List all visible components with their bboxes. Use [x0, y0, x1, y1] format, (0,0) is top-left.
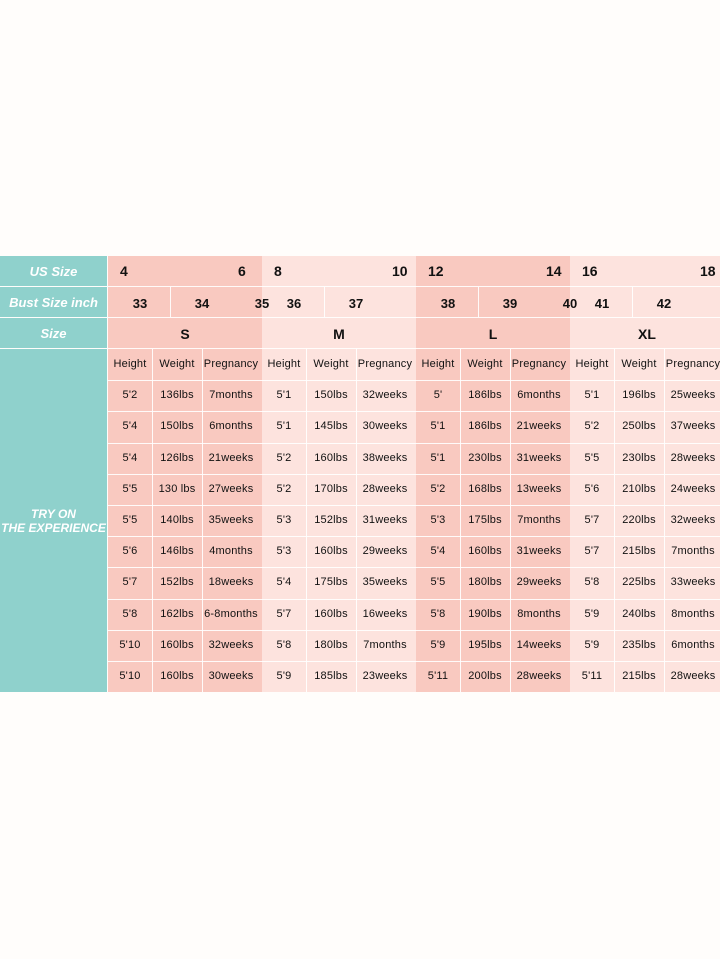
bust-size-value: 38	[440, 296, 456, 311]
table-cell: 160lbs	[160, 670, 194, 682]
table-cell: 130 lbs	[158, 482, 196, 495]
table-cell: 5'3	[430, 514, 446, 526]
table-cell: 5'7	[276, 607, 292, 620]
table-cell: 5'11	[427, 670, 449, 682]
table-cell: 32weeks	[362, 389, 408, 402]
table-cell: 5'2	[276, 451, 292, 464]
table-cell: 5'2	[584, 420, 600, 433]
table-cell: 5'1	[276, 420, 292, 433]
table-cell: 146lbs	[160, 545, 194, 558]
table-cell: 186lbs	[468, 420, 502, 433]
row-divider	[108, 380, 720, 381]
table-cell: 7months	[517, 514, 561, 526]
table-cell: 6-8months	[204, 607, 258, 620]
table-cell: 5'8	[276, 638, 292, 651]
column-header-weight: Weight	[313, 358, 349, 370]
try-on-line-2: THE EXPERIENCE	[1, 520, 106, 535]
table-cell: 5'4	[276, 576, 292, 589]
us-size-high: 18	[700, 263, 716, 279]
table-cell: 160lbs	[468, 545, 502, 558]
table-cell: 32weeks	[670, 514, 716, 526]
try-on-label	[0, 349, 107, 692]
table-cell: 175lbs	[468, 514, 502, 526]
row-divider	[108, 630, 720, 631]
table-cell: 210lbs	[622, 482, 656, 495]
us-size-high: 14	[546, 263, 562, 279]
us-size-high: 6	[238, 263, 246, 279]
size-name: XL	[638, 326, 656, 342]
column-divider	[202, 349, 203, 692]
size-chart	[0, 256, 720, 692]
us-size-low: 8	[274, 263, 282, 279]
row-divider	[108, 286, 720, 287]
table-cell: 31weeks	[516, 545, 562, 558]
bust-size-value: 42	[656, 296, 672, 311]
table-cell: 5'11	[581, 670, 603, 682]
table-cell: 240lbs	[622, 607, 656, 620]
column-header-pregnancy: Pregnancy	[511, 358, 567, 370]
row-divider	[108, 411, 720, 412]
column-header-height: Height	[267, 358, 301, 370]
column-divider	[614, 349, 615, 692]
table-cell: 5'4	[122, 420, 138, 433]
table-cell: 27weeks	[208, 482, 254, 495]
table-cell: 31weeks	[362, 514, 408, 526]
bust-divider	[324, 287, 325, 317]
bust-size-value: 41	[594, 296, 610, 311]
table-cell: 5'2	[122, 389, 138, 402]
table-cell: 5'3	[276, 514, 292, 526]
table-cell: 18weeks	[208, 576, 254, 589]
table-cell: 7months	[363, 638, 407, 651]
table-cell: 160lbs	[314, 451, 348, 464]
table-cell: 5'6	[122, 545, 138, 558]
table-cell: 180lbs	[314, 638, 348, 651]
size-name: M	[333, 326, 345, 342]
table-cell: 160lbs	[160, 638, 194, 651]
table-cell: 7months	[671, 545, 715, 558]
table-cell: 230lbs	[622, 451, 656, 464]
row-divider	[108, 505, 720, 506]
table-cell: 37weeks	[670, 420, 716, 433]
table-cell: 162lbs	[160, 607, 194, 620]
table-cell: 24weeks	[670, 482, 716, 495]
table-cell: 5'1	[584, 389, 600, 402]
table-cell: 25weeks	[670, 389, 716, 402]
row-divider	[108, 317, 720, 318]
row-divider	[108, 661, 720, 662]
table-cell: 5'2	[430, 482, 446, 495]
table-cell: 16weeks	[362, 607, 408, 620]
row-divider	[108, 474, 720, 475]
table-cell: 6months	[209, 420, 253, 433]
column-header-height: Height	[421, 358, 455, 370]
table-cell: 145lbs	[314, 420, 348, 433]
bust-divider	[478, 287, 479, 317]
table-cell: 28weeks	[362, 482, 408, 495]
table-cell: 196lbs	[622, 389, 656, 402]
table-cell: 186lbs	[468, 389, 502, 402]
column-header-weight: Weight	[467, 358, 503, 370]
table-cell: 5'5	[430, 576, 446, 589]
bust-size-value: 35	[254, 296, 270, 311]
table-cell: 29weeks	[516, 576, 562, 589]
bust-size-value: 40	[562, 296, 578, 311]
column-divider	[664, 349, 665, 692]
bust-divider	[170, 287, 171, 317]
table-cell: 5'9	[584, 638, 600, 651]
us-size-high: 10	[392, 263, 408, 279]
table-cell: 5'5	[122, 514, 138, 526]
column-header-height: Height	[575, 358, 609, 370]
table-cell: 5'7	[584, 514, 600, 526]
table-cell: 126lbs	[160, 451, 194, 464]
table-cell: 5'	[433, 389, 443, 402]
column-header-pregnancy: Pregnancy	[357, 358, 413, 370]
row-divider	[108, 567, 720, 568]
table-cell: 5'2	[276, 482, 292, 495]
column-header-height: Height	[113, 358, 147, 370]
row-divider	[108, 348, 720, 349]
table-cell: 5'1	[276, 389, 292, 402]
table-cell: 5'10	[119, 670, 141, 682]
bust-size-value: 39	[502, 296, 518, 311]
table-cell: 5'1	[430, 451, 446, 464]
bust-divider	[632, 287, 633, 317]
table-cell: 150lbs	[314, 389, 348, 402]
table-cell: 5'8	[430, 607, 446, 620]
table-cell: 160lbs	[314, 607, 348, 620]
table-cell: 140lbs	[160, 514, 194, 526]
table-cell: 23weeks	[362, 670, 408, 682]
table-cell: 136lbs	[160, 389, 194, 402]
size-label: Size	[0, 318, 107, 348]
row-divider	[108, 536, 720, 537]
table-cell: 33weeks	[670, 576, 716, 589]
table-cell: 225lbs	[622, 576, 656, 589]
table-cell: 31weeks	[516, 451, 562, 464]
table-cell: 21weeks	[208, 451, 254, 464]
table-cell: 5'9	[430, 638, 446, 651]
table-cell: 6months	[517, 389, 561, 402]
table-cell: 215lbs	[622, 670, 656, 682]
us-size-low: 12	[428, 263, 444, 279]
column-header-weight: Weight	[621, 358, 657, 370]
table-cell: 38weeks	[362, 451, 408, 464]
table-cell: 185lbs	[314, 670, 348, 682]
column-header-pregnancy: Pregnancy	[203, 358, 259, 370]
us-size-label: US Size	[0, 256, 107, 286]
table-cell: 5'4	[430, 545, 446, 558]
bust-size-value: 36	[286, 296, 302, 311]
size-name: L	[488, 326, 498, 342]
table-cell: 5'7	[584, 545, 600, 558]
column-divider	[152, 349, 153, 692]
table-cell: 29weeks	[362, 545, 408, 558]
table-cell: 250lbs	[622, 420, 656, 433]
row-divider	[108, 599, 720, 600]
table-cell: 35weeks	[208, 514, 254, 526]
table-cell: 8months	[517, 607, 561, 620]
column-header-pregnancy: Pregnancy	[665, 358, 720, 370]
table-cell: 5'6	[584, 482, 600, 495]
table-cell: 4months	[209, 545, 253, 558]
table-cell: 235lbs	[622, 638, 656, 651]
try-on-line-1: TRY ON	[31, 506, 76, 521]
table-cell: 190lbs	[468, 607, 502, 620]
table-cell: 170lbs	[314, 482, 348, 495]
table-cell: 5'5	[584, 451, 600, 464]
table-cell: 5'8	[122, 607, 138, 620]
table-cell: 28weeks	[670, 451, 716, 464]
table-cell: 5'5	[122, 482, 138, 495]
table-cell: 5'9	[584, 607, 600, 620]
table-cell: 152lbs	[314, 514, 348, 526]
bust-size-value: 34	[194, 296, 210, 311]
table-cell: 195lbs	[468, 638, 502, 651]
column-divider	[356, 349, 357, 692]
table-cell: 7months	[209, 389, 253, 402]
table-cell: 32weeks	[208, 638, 254, 651]
table-cell: 200lbs	[468, 670, 502, 682]
table-cell: 5'3	[276, 545, 292, 558]
bust-size-value: 37	[348, 296, 364, 311]
table-cell: 160lbs	[314, 545, 348, 558]
table-cell: 28weeks	[670, 670, 716, 682]
table-cell: 215lbs	[622, 545, 656, 558]
table-cell: 13weeks	[516, 482, 562, 495]
column-divider	[460, 349, 461, 692]
table-cell: 152lbs	[160, 576, 194, 589]
row-divider	[108, 443, 720, 444]
table-cell: 5'7	[122, 576, 138, 589]
table-cell: 175lbs	[314, 576, 348, 589]
us-size-low: 16	[582, 263, 598, 279]
table-cell: 168lbs	[468, 482, 502, 495]
table-cell: 5'8	[584, 576, 600, 589]
table-cell: 30weeks	[362, 420, 408, 433]
bust-size-label: Bust Size inch	[0, 287, 107, 317]
table-cell: 220lbs	[622, 514, 656, 526]
table-cell: 14weeks	[516, 638, 562, 651]
size-name: S	[180, 326, 190, 342]
bust-size-value: 33	[132, 296, 148, 311]
table-cell: 28weeks	[516, 670, 562, 682]
table-cell: 180lbs	[468, 576, 502, 589]
column-header-weight: Weight	[159, 358, 195, 370]
table-cell: 21weeks	[516, 420, 562, 433]
table-cell: 35weeks	[362, 576, 408, 589]
table-cell: 5'10	[119, 638, 141, 651]
table-cell: 8months	[671, 607, 715, 620]
column-divider	[306, 349, 307, 692]
table-cell: 150lbs	[160, 420, 194, 433]
table-cell: 5'4	[122, 451, 138, 464]
table-cell: 5'9	[276, 670, 292, 682]
table-cell: 5'1	[430, 420, 446, 433]
column-divider	[510, 349, 511, 692]
table-cell: 230lbs	[468, 451, 502, 464]
us-size-low: 4	[120, 263, 128, 279]
table-cell: 6months	[671, 638, 715, 651]
table-cell: 30weeks	[208, 670, 254, 682]
